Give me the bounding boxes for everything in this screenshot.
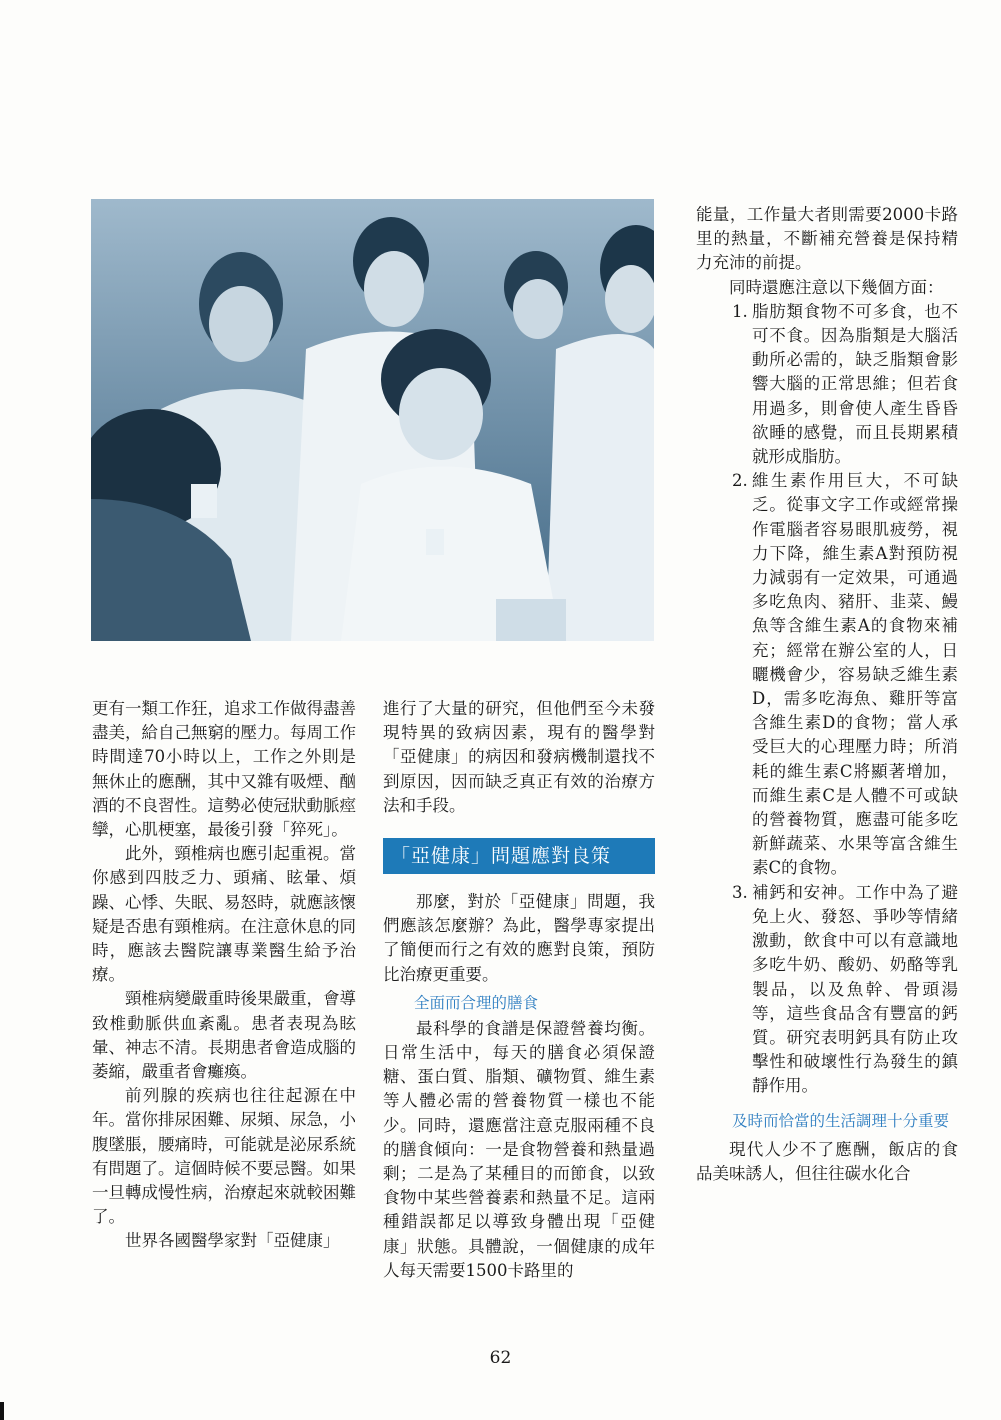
paragraph: 前列腺的疾病也往往起源在中年。當你排尿困難、尿頻、尿急，小腹墜脹，腰痛時，可能就是泌尿系統有問題了。這個時候不要忌醫。如果一旦轉成慢性病，治療起來就較困難了。	[92, 1086, 356, 1227]
paragraph: 那麼，對於「亞健康」問題，我們應該怎麼辦？為此，醫學專家提出了簡便而行之有效的應對良策，預防比治療更重要。	[383, 892, 655, 984]
photo-illustration	[91, 199, 654, 641]
paragraph: 同時還應注意以下幾個方面：	[729, 277, 944, 297]
list-number: 1.	[732, 301, 748, 321]
paragraph: 進行了大量的研究，但他們至今未發現特異的致病因素，現有的醫學對「亞健康」的病因和發病機制還找不到原因，因而缺乏真正有效的治療方法和手段。	[383, 699, 655, 815]
list-text: 維生素作用巨大，不可缺乏。從事文字工作或經常操作電腦者容易眼肌疲勞，視力下降，維生素A對預防視力減弱有一定效果，可通過多吃魚肉、豬肝、韭菜、鰻魚等含維生素A的食物來補充；經常在辦公室的人，日曬機會少，容易缺乏維生素D，需多吃海魚、雞肝等富含維生素D的食物；當人承受巨大的心理壓力時；所消耗的維生素C將顯著增加，而維生素C是人體不可或缺的營養物質，應盡可能多吃新鮮蔬菜、水果等富含維生素C的食物。	[752, 471, 958, 878]
paragraph: 頸椎病變嚴重時後果嚴重，會導致椎動脈供血紊亂。患者表現為眩暈、神志不清。長期患者會造成腦的萎縮，嚴重者會癱瘓。	[92, 989, 356, 1082]
numbered-list	[696, 300, 958, 1099]
section-heading-banner: 「亞健康」問題應對良策	[383, 838, 655, 874]
list-number: 2.	[732, 471, 748, 491]
scan-edge-mark	[0, 1402, 4, 1420]
subheading: 及時而恰當的生活調理十分重要	[732, 1111, 950, 1130]
paragraph: 現代人少不了應酬，飯店的食品美味誘人，但往往碳水化合	[696, 1139, 958, 1183]
list-number: 3.	[732, 882, 748, 902]
paragraph: 更有一類工作狂，追求工作做得盡善盡美，給自己無窮的壓力。每周工作時間達70小時以上，工作之外則是無休止的應酬，其中又雜有吸煙、酗酒的不良習性。這勢必使冠狀動脈痙攣，心肌梗塞，最後引發「猝死」。	[92, 699, 356, 840]
article-photo	[91, 199, 654, 641]
list-item	[732, 469, 958, 880]
paragraph: 能量，工作量大者則需要2000卡路里的熱量，不斷補充營養是保持精力充沛的前提。	[696, 205, 958, 273]
paragraph: 世界各國醫學家對「亞健康」	[125, 1231, 340, 1251]
column-3	[696, 203, 958, 1186]
paragraph: 最科學的食譜是保證營養均衡。日常生活中，每天的膳食必須保證糖、蛋白質、脂類、礦物質、維生素等人體必需的營養物質一樣也不能少。同時，還應當注意克服兩種不良的膳食傾向：一是食物營養和熱量過剩；二是為了某種目的而節食，以致食物中某些營養素和熱量不足。這兩種錯誤都足以導致身體出現「亞健康」狀態。具體說，一個健康的成年人每天需要1500卡路里的	[383, 1018, 655, 1280]
list-item	[732, 300, 958, 469]
page-number: 62	[489, 1348, 512, 1368]
list-text: 補鈣和安神。工作中為了避免上火、發怒、爭吵等情緒激動，飲食中可以有意識地多吃牛奶、酸奶、奶酪等乳製品，以及魚幹、骨頭湯等，這些食品含有豐富的鈣質。研究表明鈣具有防止攻擊性和破壞性行為發生的鎮靜作用。	[752, 882, 958, 1096]
paragraph: 此外，頸椎病也應引起重視。當你感到四肢乏力、頭痛、眩暈、煩躁、心悸、失眠、易怒時，就應該懷疑是否患有頸椎病。在注意休息的同時，應該去醫院讓專業醫生給予治療。	[92, 844, 356, 985]
column-2	[383, 697, 655, 1283]
list-item	[732, 881, 958, 1099]
column-1	[92, 697, 356, 1254]
list-text: 脂肪類食物不可多食，也不可不食。因為脂類是大腦活動所必需的，缺乏脂類會影響大腦的正常思維；但若食用過多，則會使人產生昏昏欲睡的感覺，而且長期累積就形成脂肪。	[752, 301, 958, 467]
subheading: 全面而合理的膳食	[414, 993, 539, 1012]
